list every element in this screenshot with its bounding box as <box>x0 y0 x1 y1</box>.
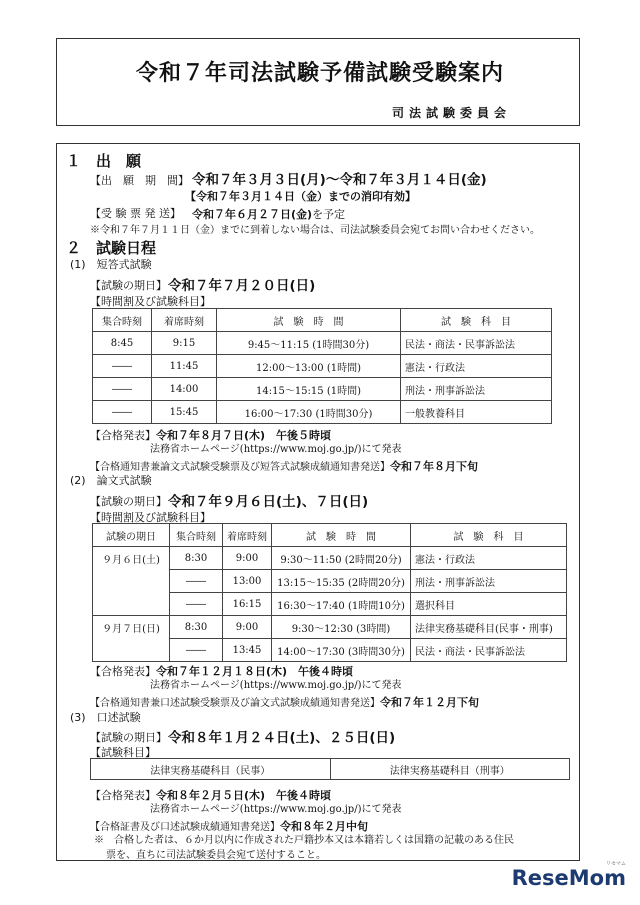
oral-subjects-label: 【試験科目】 <box>90 746 156 759</box>
table-row <box>93 616 567 639</box>
cell: 刑法・刑事訴訟法 <box>411 570 567 593</box>
cell: 一般教養科目 <box>401 401 552 424</box>
issuer: 司法試験委員会 <box>392 106 512 120</box>
col-header: 集合時刻 <box>93 309 152 332</box>
essay-date-value: 令和７年９月６日(土)、７日(日) <box>168 494 369 510</box>
ticket-label: 【受 験 票 発 送】 <box>90 207 181 220</box>
col-header: 着席時刻 <box>152 309 217 332</box>
short-result-web: 法務省ホームページ(https://www.moj.go.jp/)にて発表 <box>150 444 402 455</box>
cell: 刑法・刑事訴訟法 <box>401 378 552 401</box>
cell: 憲法・行政法 <box>411 547 567 570</box>
short-notice-value: 令和７年８月下旬 <box>390 460 478 473</box>
oral-result-value: 令和８年２月５日(木) 午後４時頃 <box>156 789 332 802</box>
cell: 選択科目 <box>411 593 567 616</box>
logo-sub: リセマム <box>606 861 626 867</box>
cell: 8:30 <box>170 547 223 570</box>
cell: 9:45～11:15 (1時間30分) <box>217 332 401 355</box>
short-date-label: 【試験の期日】 <box>90 279 167 292</box>
apply-period-value: 令和７年３月３日(月)～令和７年３月１４日(金) <box>192 172 487 188</box>
short-notice-label: 【合格通知書兼論文式試験受験票及び短答式試験成績通知書発送】 <box>90 462 390 473</box>
table-row <box>93 401 552 424</box>
cell: 14:00～17:30 (3時間30分) <box>272 639 411 662</box>
cell: ―― <box>170 593 223 616</box>
short-result-value: 令和７年８月７日(木) 午後５時頃 <box>156 429 332 442</box>
table-row <box>93 332 552 355</box>
oral-cert-value: 令和８年２月中旬 <box>280 820 368 833</box>
essay-timetable <box>92 523 567 662</box>
short-result-label: 【合格発表】 <box>90 429 156 442</box>
oral-note-line1: ※ 合格した者は、６か月以内に作成された戸籍抄本又は本籍若しくは国籍の記載のある住民 <box>94 835 514 846</box>
short-timetable <box>92 308 552 424</box>
oral-date-value: 令和８年１月２４日(土)、２５日(日) <box>168 730 396 746</box>
cell: 9:15 <box>152 332 217 355</box>
essay-timetable-label: 【時間割及び試験科目】 <box>90 511 211 524</box>
cell: 16:30～17:40 (1時間10分) <box>272 593 411 616</box>
cell: 13:45 <box>223 639 272 662</box>
essay-result-web: 法務省ホームページ(https://www.moj.go.jp/)にて発表 <box>150 680 402 691</box>
essay-heading: (2) 論文式試験 <box>70 474 152 487</box>
oral-subjects-table <box>90 758 570 780</box>
section-2-heading: ２ 試験日程 <box>66 239 157 257</box>
essay-notice-value: 令和７年１２月下旬 <box>380 696 479 709</box>
oral-note-line2: 票を、直ちに司法試験委員会宛て送付すること。 <box>106 850 326 861</box>
cell: ―― <box>170 570 223 593</box>
col-header: 試 験 科 目 <box>411 524 567 547</box>
cell: 14:15～15:15 (1時間) <box>217 378 401 401</box>
cell: 9:00 <box>223 616 272 639</box>
cell: 8:45 <box>93 332 152 355</box>
postmark-note: 【令和７年３月１４日（金）までの消印有効】 <box>185 190 416 203</box>
short-heading: (1) 短答式試験 <box>70 258 152 271</box>
cell: 15:45 <box>152 401 217 424</box>
table-row <box>93 355 552 378</box>
resemom-logo <box>511 861 626 890</box>
oral-heading: (3) 口述試験 <box>70 711 141 724</box>
cell: ―― <box>93 401 152 424</box>
ticket-line <box>192 203 345 222</box>
short-timetable-label: 【時間割及び試験科目】 <box>90 295 211 308</box>
cell: ―― <box>93 378 152 401</box>
oral-date-label: 【試験の期日】 <box>90 731 167 744</box>
oral-result-web: 法務省ホームページ(https://www.moj.go.jp/)にて発表 <box>150 804 402 815</box>
section-1-heading: １ 出 願 <box>66 152 142 170</box>
cell: 民法・商法・民事訴訟法 <box>401 332 552 355</box>
page-title: 令和７年司法試験予備試験受験案内 <box>135 61 504 86</box>
cell: 法律実務基礎科目(民事・刑事) <box>411 616 567 639</box>
cell: ―― <box>93 355 152 378</box>
cell: 13:15～15:35 (2時間20分) <box>272 570 411 593</box>
cell: 憲法・行政法 <box>401 355 552 378</box>
col-header: 集合時刻 <box>170 524 223 547</box>
essay-notice-label: 【合格通知書兼口述試験受験票及び論文式試験成績通知書発送】 <box>90 698 380 709</box>
cell: 16:15 <box>223 593 272 616</box>
col-header: 着席時刻 <box>223 524 272 547</box>
cell: 法律実務基礎科目（民事） <box>91 759 331 780</box>
short-date-value: 令和７年７月２０日(日) <box>168 278 316 294</box>
essay-result-value: 令和７年１２月１８日(木) 午後４時頃 <box>156 665 354 678</box>
cell: 11:45 <box>152 355 217 378</box>
cell: 13:00 <box>223 570 272 593</box>
col-header: 試 験 時 間 <box>272 524 411 547</box>
table-header-row <box>93 524 567 547</box>
essay-date-label: 【試験の期日】 <box>90 495 167 508</box>
table-row <box>91 759 570 780</box>
essay-result-label: 【合格発表】 <box>90 665 156 678</box>
cell: ―― <box>170 639 223 662</box>
col-header: 試験の期日 <box>93 524 170 547</box>
col-header: 試 験 時 間 <box>217 309 401 332</box>
ticket-note: ※令和７年７月１１日（金）までに到着しない場合は、司法試験委員会宛てお問い合わせください。 <box>90 225 540 236</box>
cell: 9:30～11:50 (2時間20分) <box>272 547 411 570</box>
apply-period-label: 【出 願 期 間】 <box>90 174 189 187</box>
day-cell: ９月６日(土) <box>93 547 170 616</box>
cell: 14:00 <box>152 378 217 401</box>
oral-result-label: 【合格発表】 <box>90 789 156 802</box>
cell: 9:30～12:30 (3時間) <box>272 616 411 639</box>
ticket-value: 令和７年６月２７日(金) <box>192 208 313 221</box>
ticket-suffix: を予定 <box>312 208 346 221</box>
essay-notice-line <box>90 691 479 710</box>
table-header-row <box>93 309 552 332</box>
cell: 16:00～17:30 (1時間30分) <box>217 401 401 424</box>
day-cell: ９月７日(日) <box>93 616 170 662</box>
table-row <box>93 378 552 401</box>
table-row <box>93 547 567 570</box>
oral-cert-label: 【合格証書及び口述試験成績通知書発送】 <box>90 822 280 833</box>
col-header: 試 験 科 目 <box>401 309 552 332</box>
cell: 12:00～13:00 (1時間) <box>217 355 401 378</box>
cell: 民法・商法・民事訴訟法 <box>411 639 567 662</box>
cell: 法律実務基礎科目（刑事） <box>330 759 570 780</box>
cell: 8:30 <box>170 616 223 639</box>
cell: 9:00 <box>223 547 272 570</box>
logo-text: ReseMom <box>511 866 626 890</box>
